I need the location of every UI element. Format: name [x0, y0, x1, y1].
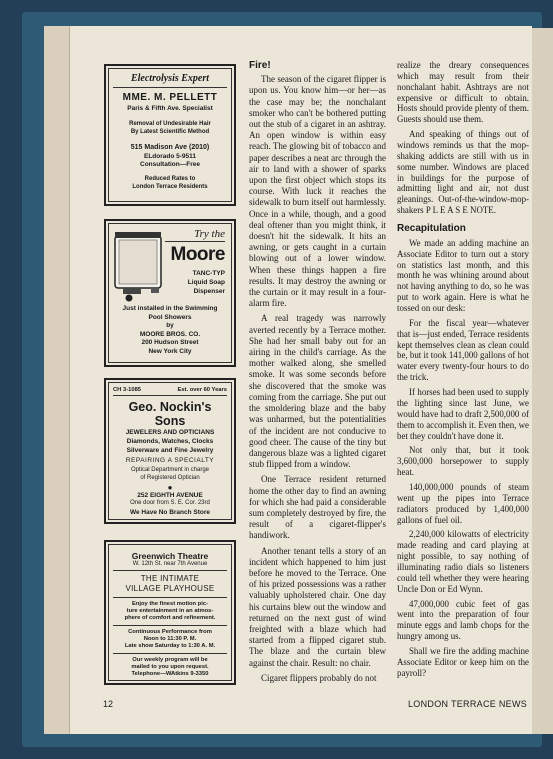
ad-moore-product1: Liquid Soap [187, 279, 225, 286]
ad-electrolysis-rates1: Reduced Rates to [144, 176, 196, 182]
ad-nockin-branch: We Have No Branch Store [129, 509, 211, 516]
ad-nockin-line1: JEWELERS AND OPTICIANS [125, 429, 215, 436]
soap-dispenser-image [113, 232, 165, 302]
ad-nockin-phone: CH 3-1085 [113, 387, 142, 393]
ad-greenwich-enjoy1: Enjoy the finest motion pic- [131, 601, 208, 607]
ad-greenwich-weekly1: Our weekly program will be [132, 657, 208, 663]
ad-greenwich-enjoy2: ture entertainment in an atmos- [126, 608, 214, 614]
recap-paragraph: 140,000,000 pounds of steam went up the pipes into Terrace radiators produced by 1,400,000 gallons of fuel oil. [397, 481, 529, 525]
ad-nockin [104, 378, 236, 524]
ad-moore-installed2: Pool Showers [148, 313, 192, 321]
ad-electrolysis-title: Electrolysis Expert [113, 73, 227, 88]
recap-paragraph: Shall we fire the adding machine Associate Editor or keep him on the payroll? [397, 645, 529, 678]
ad-nockin-est: Est. over 60 Years [177, 387, 227, 393]
ad-greenwich-address: W. 12th St. near 7th Avenue [113, 561, 227, 571]
ad-electrolysis-line2: By Latest Scientific Method [130, 129, 210, 135]
ad-greenwich-weekly3: Telephone—WAtkins 9-3350 [131, 671, 209, 677]
ad-moore-model: TANC-TYP [192, 270, 225, 277]
ad-nockin-bullet: ● [167, 483, 173, 492]
ad-nockin-optical1: Optical Department in charge [130, 467, 210, 473]
ad-nockin-line2: Diamonds, Watches, Clocks [126, 438, 214, 445]
fire-paragraph: One Terrace resident returned home the other day to find an awning for which she had paid a considerable sum completely destroyed by fire, the result of a cigaret-flipper's handiwork. [249, 474, 386, 541]
ad-electrolysis-address: 515 Madison Ave (2010) [130, 144, 210, 151]
recap-paragraph: If horses had been used to supply the lighting since last June, we would have had to draft 2,500,000 of them to accomplish it. Even then, we bet they couldn't have done it. [397, 387, 529, 441]
ad-moore-brand: Moore [170, 244, 225, 265]
ad-nockin-optical2: of Registered Optician [140, 475, 200, 481]
page-number: 12 [103, 699, 114, 709]
ad-greenwich-big1: THE INTIMATE [140, 574, 200, 583]
ad-electrolysis-subtitle: Paris & Fifth Ave. Specialist [127, 105, 213, 112]
recap-paragraph: 2,240,000 kilowatts of electricity made reading and card playing at night possible, to say nothing of illuminating radio dials so listeners could tell whether they were hearing Uncle Don or Ed Wynn. [397, 529, 529, 594]
fire-paragraph: Cigaret flippers probably do not [261, 672, 377, 683]
recap-heading: Recapitulation [397, 223, 466, 235]
page-edge-strip [44, 26, 70, 734]
ad-greenwich-weekly2: mailed to you upon request. [131, 664, 209, 670]
recap-paragraph: For the fiscal year—whatever that is—just ended, Terrace residents kept themselves clean as clean could be, but it took 141,000 gallons of hot water every twenty-four hours to do the trick. [397, 317, 529, 383]
ad-greenwich-cont1: Continuous Performance from [128, 629, 212, 635]
fire-paragraph: The season of the cigaret flipper is upon us. You know him—or her—as the case may be; the nonchalant smoker who can't be bothered putting out the stub of a cigaret in an ashtray. An open window is within easy reach. The glowing bit of tobacco and paper describes a neat arc through the air to land with a shower of sparks upon the first object which stops its course. With luck it reaches the sidewalk to burn itself out harmlessly. Once in a while, though, and a good deal oftener than you might think, it doesn't hit the sidewalk. It hits an awning, or gets caught in a curtain blowing out of a lower window. When these things happen a fire results. It may destroy the awning or the curtain or it may result in a four-alarm fire. [249, 74, 386, 309]
ad-electrolysis-name: MME. M. PELLETT [122, 92, 218, 103]
ad-greenwich-title: Greenwich Theatre [131, 551, 209, 561]
ad-moore-address: 200 Hudson Street [141, 339, 199, 346]
ad-electrolysis [104, 64, 236, 206]
ad-greenwich-cont3: Late show Saturday to 1:30 A. M. [124, 643, 216, 649]
ad-nockin-door: One door from S. E. Cor. 23rd [130, 500, 210, 506]
fire-paragraph: Another tenant tells a story of an incident which happened to him just before he moved to the Terrace. One of his prized possessions was a rather valuably upholstered chair. One day his curtains blew out the window and returned on the next gust of wind freighted with a blaze which had started from a flipped cigaret stub. The blaze and the curtain blew against the chair. Result: no chair. [249, 545, 386, 668]
ad-greenwich-frame [108, 544, 232, 681]
ad-moore-frame [108, 223, 232, 363]
ad-moore [104, 219, 236, 367]
ad-electrolysis-rates2: London Terrace Residents [132, 184, 208, 190]
fire-heading: Fire! [249, 60, 271, 71]
recap-paragraph: Not only that, but it took 3,600,000 horsepower to supply heat. [397, 445, 529, 478]
ad-moore-installed1: Just installed in the Swimming [122, 305, 218, 312]
fire-cont-paragraph: And speaking of things out of windows reminds us that the mop-shaking addicts are still with us in some number. Windows are placed in buildings for the purpose of admitting light and air, not dust gleanings. Out-of-the-window-mop-shakers P L E A S E NOTE. [397, 129, 529, 216]
recap-paragraph: 47,000,000 cubic feet of gas went into the preparation of four minute eggs and lamb chops for the hungry among us. [397, 598, 529, 642]
fire-paragraph: A real tragedy was narrowly averted recently by a Terrace mother. She had her small baby out for an airing in the child's carriage. As the mother walked along, she smelled smoke. It was some seconds before she discovered that the smoke was coming from the carriage. She put out the smoldering blaze and the baby was unharmed, but the potentialities of the incident are not conducive to good cheer. The cause of the tiny but dangerous blaze was a lighted cigaret stub flipped from a window. [249, 313, 386, 470]
ad-moore-company: MOORE BROS. CO. [139, 330, 201, 338]
ad-greenwich-big2: VILLAGE PLAYHOUSE [125, 584, 215, 593]
ad-electrolysis-phone: ELdorado 5-9511 [143, 153, 197, 160]
fire-cont-paragraph: realize the dreary consequences which may result from their nonchalant habit. Ashtrays are not expensive or difficult to obtain. Hosts should provide plenty of them. Guests should use them. [397, 60, 529, 125]
ad-nockin-repairing: REPAIRING A SPECIALTY [125, 457, 215, 464]
article-column-recap [397, 60, 529, 683]
ad-nockin-name: Geo. Nockin's Sons [128, 400, 212, 428]
ad-greenwich-enjoy3: phere of comfort and refinement. [124, 615, 216, 621]
ad-electrolysis-consult: Consultation—Free [140, 161, 200, 168]
ad-moore-product2: Dispenser [193, 288, 225, 295]
ad-nockin-address: 252 EIGHTH AVENUE [137, 492, 203, 499]
ad-nockin-frame [108, 382, 232, 520]
next-page-peek [532, 28, 553, 734]
ad-greenwich-theatre [104, 540, 236, 685]
ad-electrolysis-frame [108, 68, 232, 202]
article-column-fire [249, 60, 386, 688]
publication-title: LONDON TERRACE NEWS [408, 699, 528, 709]
ad-moore-try: Try the [165, 228, 225, 242]
ad-greenwich-cont2: Noon to 11:30 P. M. [143, 636, 197, 642]
recap-paragraph: We made an adding machine an Associate Editor to turn out a story on statistics last month, and this month he was whining around about not having anything to do, so he was put to work again. Here is what he tossed on our desk: [397, 237, 529, 314]
ad-moore-by: by [166, 322, 174, 329]
ad-electrolysis-line1: Removal of Undesirable Hair [129, 121, 211, 127]
ad-moore-city: New York City [148, 347, 192, 355]
ad-nockin-line3: Silverware and Fine Jewelry [126, 447, 214, 454]
